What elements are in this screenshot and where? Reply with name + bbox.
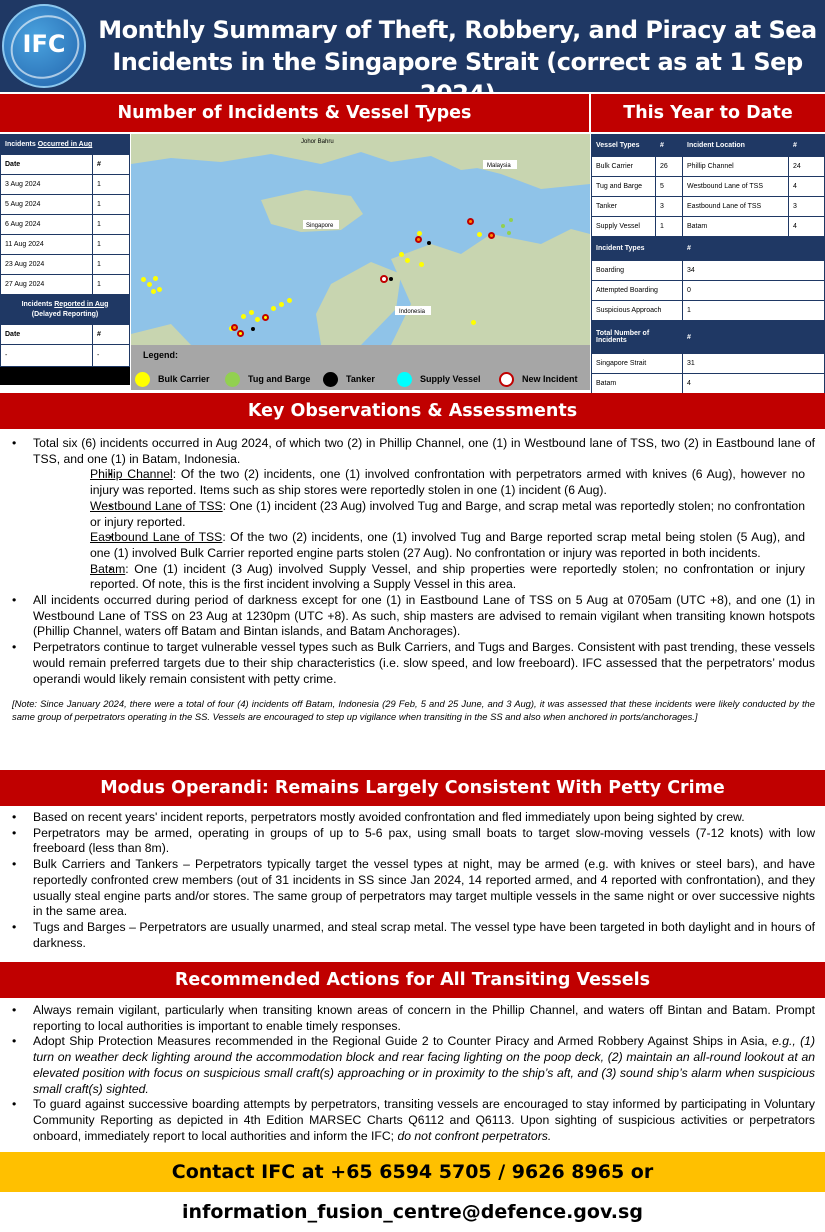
- marker-new-incident: [380, 275, 388, 283]
- legend-item: [499, 370, 578, 388]
- table-row: [592, 301, 825, 321]
- incident-types-header: Incident Types: [592, 237, 683, 261]
- totals-header: Total Number of Incidents: [592, 321, 683, 354]
- map-legend: [131, 345, 590, 390]
- legend-label: Tug and Barge: [248, 374, 311, 384]
- title-line-1: Monthly Summary of Theft, Robbery, and Piracy at Sea: [98, 16, 817, 44]
- marker-new-incident: [231, 324, 238, 331]
- vessel-type: Bulk Carrier: [592, 157, 656, 177]
- occurred-date: 3 Aug 2024: [1, 175, 93, 195]
- marker-tug-barge: [509, 218, 513, 222]
- incident-type: Suspicious Approach: [592, 301, 683, 321]
- incident-type: Attempted Boarding: [592, 281, 683, 301]
- table-row: [1, 345, 130, 367]
- marker-bulk-carrier: [279, 302, 284, 307]
- modus-bullet-4: • Tugs and Barges – Perpetrators are usually unarmed, and steal scrap metal. The vessel type have been targeted in both daylight and in hours of darkness.: [0, 920, 825, 951]
- occurred-count: 1: [93, 195, 130, 215]
- map: [131, 134, 590, 345]
- key-obs-sub-westbound: ▪ Westbound Lane of TSS: One (1) incident (23 Aug) involved Tug and Barge, and scrap metal was reportedly stolen; no confrontation or injury reported.: [33, 499, 815, 530]
- occurred-count: 1: [93, 215, 130, 235]
- marker-bulk-carrier: [405, 258, 410, 263]
- marker-bulk-carrier: [141, 277, 146, 282]
- marker-tug-barge: [501, 224, 505, 228]
- actions-bullet-2: • Adopt Ship Protection Measures recommended in the Regional Guide 2 to Counter Piracy and Armed Robbery Against Ships in Asia, e.g., (1) turn on weather deck lighting around the accommodation block and rear facing lighting on the poop deck, (2) maintain an all-round lookout at an elevated position with focus on suspicious small craft(s) approaching or in proximity to the ship’s aft, and (3) sound ship’s alarm when suspicious small craft(s) sighted.: [0, 1034, 825, 1097]
- marker-bulk-carrier: [151, 289, 156, 294]
- incident-location-count: 4: [789, 217, 825, 237]
- recommended-actions: [0, 1003, 825, 1144]
- incident-location-count: 4: [789, 177, 825, 197]
- table-row: [1, 275, 130, 295]
- title-line-2: Incidents in the Singapore Strait (correct as at 1 Sep: [112, 48, 803, 76]
- map-label-singapore: Singapore: [306, 223, 334, 229]
- table-row: [592, 177, 825, 197]
- table-row: [592, 197, 825, 217]
- marker-tanker: [389, 277, 393, 281]
- marker-tanker: [251, 327, 255, 331]
- occurred-count: 1: [93, 255, 130, 275]
- map-label-malaysia: Malaysia: [487, 163, 511, 169]
- total-count: 4: [683, 374, 825, 394]
- marker-bulk-carrier: [399, 252, 404, 257]
- reported-col-date: Date: [1, 325, 93, 345]
- ifc-logo: [2, 4, 86, 88]
- section-title-key-obs: Key Observations & Assessments: [0, 393, 825, 429]
- legend-item: [323, 370, 375, 388]
- legend-item: [135, 370, 210, 388]
- marker-new-incident: [415, 236, 422, 243]
- vessel-type: Supply Vessel: [592, 217, 656, 237]
- ytd-tables: [591, 134, 825, 394]
- key-obs-sub-batam: ▪ Batam: One (1) incident (3 Aug) involved Supply Vessel, and ship properties were reportedly stolen; no confrontation or injury reported. Of note, this is the first incident involving a Supply Vessel in this area.: [33, 562, 815, 593]
- vessel-type-count: 3: [656, 197, 683, 217]
- incident-types-num-header: #: [683, 237, 825, 261]
- table-row: [592, 217, 825, 237]
- left-table-footer-bar: [0, 367, 130, 385]
- incident-type: Boarding: [592, 261, 683, 281]
- legend-swatch-icon: [225, 372, 240, 387]
- contact-footer: Contact IFC at +65 6594 5705 / 9626 8965 or information_fusion_centre@defence.gov.sg: [0, 1152, 825, 1192]
- legend-label: Supply Vessel: [420, 374, 481, 384]
- vessel-types-num-header: #: [656, 135, 683, 157]
- legend-swatch-icon: [135, 372, 150, 387]
- incident-location-count: 24: [789, 157, 825, 177]
- table-row: [1, 175, 130, 195]
- marker-bulk-carrier: [147, 282, 152, 287]
- legend-swatch-icon: [499, 372, 514, 387]
- legend-item: [397, 370, 481, 388]
- occurred-count: 1: [93, 235, 130, 255]
- marker-new-incident: [488, 232, 495, 239]
- occurred-count: 1: [93, 275, 130, 295]
- marker-tanker: [427, 241, 431, 245]
- occurred-date: 27 Aug 2024: [1, 275, 93, 295]
- vessel-type: Tanker: [592, 197, 656, 217]
- left-tables: [0, 134, 130, 385]
- incident-location: Eastbound Lane of TSS: [683, 197, 789, 217]
- vessel-type: Tug and Barge: [592, 177, 656, 197]
- marker-bulk-carrier: [271, 306, 276, 311]
- reported-count: -: [93, 345, 130, 367]
- key-observations: [0, 436, 825, 724]
- key-obs-bullet-3: • Perpetrators continue to target vulnerable vessel types such as Bulk Carriers, and Tugs and Barges. Consistent with past trending, these vessels would remain preferred targets due to their ship characteristics (i.e. slow speed, and low freeboard). IFC assessed that the perpetrators’ modus operandi would likely remain consistent with petty crime.: [0, 640, 825, 687]
- legend-label: Bulk Carrier: [158, 374, 210, 384]
- legend-swatch-icon: [397, 372, 412, 387]
- key-obs-bullet-2: • All incidents occurred during period of darkness except for one (1) in Eastbound Lane of TSS on 5 Aug at 0705am (UTC +8), and one (1) in Westbound Lane of TSS on 23 Aug at 1230pm (UTC +8). As such, ship masters are advised to remain vigilant when transiting known hotspots (Phillip Channel, waters off Batam and Bintan islands, and Batam Anchorages).: [0, 593, 825, 640]
- key-obs-bullet-1: • Total six (6) incidents occurred in Aug 2024, of which two (2) in Phillip Channel, one (1) in Westbound lane of TSS, two (2) in Eastbound lane of TSS, and one (1) in Batam, Indonesia. ▪ Phillip Channel: Of the two (2) incidents, one (1) involved confrontation with perpetrators armed with knives (6 Aug), however no injury was reported. Items such as ship stores were reportedly stolen in one (1) incident (6 Aug). ▪ Westbound Lane of TSS: One (1) incident (23 Aug) involved Tug and Barge, and scrap metal was reportedly stolen; no confrontation or injury reported. ▪ Eastbound Lane of TSS: Of the two (2) incidents, one (1) involved Tug and Barge reported scrap metal being stolen (5 Aug), and one (1) involved Bulk Carrier reported engine parts stolen (27 Aug). No confrontation or injury was reported in both incidents. ▪ Batam: One (1) incident (3 Aug) involved Supply Vessel, and ship properties were reportedly stolen; no confrontation or injury reported. Of note, this is the first incident involving a Supply Vessel in this area.: [0, 436, 825, 593]
- occurred-col-date: Date: [1, 155, 93, 175]
- reported-title: Incidents Reported in Aug (Delayed Reporting): [1, 295, 130, 325]
- vessel-types-header: Vessel Types: [592, 135, 656, 157]
- incident-type-count: 0: [683, 281, 825, 301]
- table-row: [1, 195, 130, 215]
- logo-text: IFC: [22, 30, 66, 58]
- incident-type-count: 34: [683, 261, 825, 281]
- marker-new-incident: [237, 330, 244, 337]
- table-row: [592, 281, 825, 301]
- modus-bullet-2: • Perpetrators may be armed, operating in groups of up to 5-6 pax, using small boats to target slow-moving vessels (7-12 knots) with low freeboard (less than 8m).: [0, 826, 825, 857]
- occurred-title: Incidents Occurred in Aug: [1, 135, 130, 155]
- vessel-type-count: 26: [656, 157, 683, 177]
- marker-bulk-carrier: [471, 320, 476, 325]
- marker-bulk-carrier: [153, 276, 158, 281]
- land-southwest: [131, 324, 191, 345]
- legend-label: Tanker: [346, 374, 375, 384]
- land-batam: [316, 262, 401, 345]
- key-obs-note: [Note: Since January 2024, there were a total of four (4) incidents off Batam, Indonesia (29 Feb, 5 and 25 June, and 3 Aug), it was assessed that these incidents were likely conducted by the same group of perpetrators operating in the SS. Vessels are encouraged to step up vigilance when transiting in the SS and also when anchored in ports/anchorages.]: [12, 698, 815, 723]
- occurred-date: 5 Aug 2024: [1, 195, 93, 215]
- marker-bulk-carrier: [419, 262, 424, 267]
- occurred-date: 11 Aug 2024: [1, 235, 93, 255]
- incident-location: Phillip Channel: [683, 157, 789, 177]
- location-num-header: #: [789, 135, 825, 157]
- marker-new-incident: [467, 218, 474, 225]
- actions-bullet-3: • To guard against successive boarding attempts by perpetrators, transiting vessels are encouraged to stay informed by participating in Voluntary Community Reporting as depicted in 4th Edition MARSEC Charts Q6112 and Q6113. Upon sighting of suspicious activities or perpetrators onboard, immediately report to local authorities and inform the IFC; do not confront perpetrators.: [0, 1097, 825, 1144]
- marker-bulk-carrier: [255, 317, 260, 322]
- total-count: 31: [683, 354, 825, 374]
- marker-bulk-carrier: [157, 287, 162, 292]
- total-location: Singapore Strait: [592, 354, 683, 374]
- legend-title: Legend:: [143, 350, 178, 360]
- section-title-modus: Modus Operandi: Remains Largely Consistent With Petty Crime: [0, 770, 825, 806]
- legend-item: [225, 370, 310, 388]
- marker-bulk-carrier: [241, 314, 246, 319]
- reported-col-num: #: [93, 325, 130, 345]
- table-row: [592, 374, 825, 394]
- occurred-count: 1: [93, 175, 130, 195]
- vessel-type-count: 5: [656, 177, 683, 197]
- incident-type-count: 1: [683, 301, 825, 321]
- marker-new-incident: [262, 314, 269, 321]
- marker-bulk-carrier: [477, 232, 482, 237]
- legend-label: New Incident: [522, 374, 578, 384]
- map-land-svg: [131, 134, 590, 345]
- header-banner: [0, 0, 825, 92]
- key-obs-sub-eastbound: ▪ Eastbound Lane of TSS: Of the two (2) incidents, one (1) involved Tug and Barge reported scrap metal being stolen (5 Aug), and one (1) involved Bulk Carrier reported engine parts stolen (27 Aug). No confrontation or injury was reported in both incidents.: [33, 530, 815, 561]
- section-title-incidents: Number of Incidents & Vessel Types: [0, 94, 589, 132]
- incident-location: Westbound Lane of TSS: [683, 177, 789, 197]
- modus-bullet-1: • Based on recent years' incident reports, perpetrators mostly avoided confrontation and fled immediately upon being sighted by crew.: [0, 810, 825, 826]
- land-malaysia: [451, 142, 590, 189]
- map-label-indonesia: Indonesia: [399, 309, 426, 315]
- table-row: [1, 235, 130, 255]
- vessel-type-count: 1: [656, 217, 683, 237]
- table-row: [592, 354, 825, 374]
- total-location: Batam: [592, 374, 683, 394]
- location-header: Incident Location: [683, 135, 789, 157]
- occurred-col-num: #: [93, 155, 130, 175]
- table-row: [1, 255, 130, 275]
- table-row: [1, 215, 130, 235]
- key-obs-sub-phillip: ▪ Phillip Channel: Of the two (2) incidents, one (1) involved confrontation with perpetrators armed with knives (6 Aug), however no injury was reported. Items such as ship stores were reportedly stolen in one (1) incident (6 Aug).: [33, 467, 815, 498]
- incident-location: Batam: [683, 217, 789, 237]
- occurred-date: 6 Aug 2024: [1, 215, 93, 235]
- totals-num-header: #: [683, 321, 825, 354]
- incident-location-count: 3: [789, 197, 825, 217]
- table-row: [592, 157, 825, 177]
- legend-swatch-icon: [323, 372, 338, 387]
- marker-bulk-carrier: [287, 298, 292, 303]
- occurred-date: 23 Aug 2024: [1, 255, 93, 275]
- map-label-johor: Johor Bahru: [301, 139, 334, 145]
- marker-tug-barge: [507, 231, 511, 235]
- section-title-ytd: This Year to Date: [591, 94, 825, 132]
- actions-bullet-1: • Always remain vigilant, particularly when transiting known areas of concern in the Phillip Channel, and waters off Bintan and Batam. Prompt reporting to local authorities is important to enable timely responses.: [0, 1003, 825, 1034]
- land-bintan: [391, 229, 590, 345]
- section-title-actions: Recommended Actions for All Transiting Vessels: [0, 962, 825, 998]
- modus-operandi: [0, 810, 825, 951]
- modus-bullet-3: • Bulk Carriers and Tankers – Perpetrators typically target the vessel types at night, may be armed (e.g. with knives or steel bars), and have reportedly confronted crew members (out of 31 incidents in SS since Jan 2024, 14 reported armed, and 4 reported with confrontation), and they usually steal engine parts and/or stores. The same group of perpetrators may target multiple vessels in the same night or over successive nights in the same area.: [0, 857, 825, 920]
- marker-bulk-carrier: [249, 310, 254, 315]
- reported-date: -: [1, 345, 93, 367]
- table-row: [592, 261, 825, 281]
